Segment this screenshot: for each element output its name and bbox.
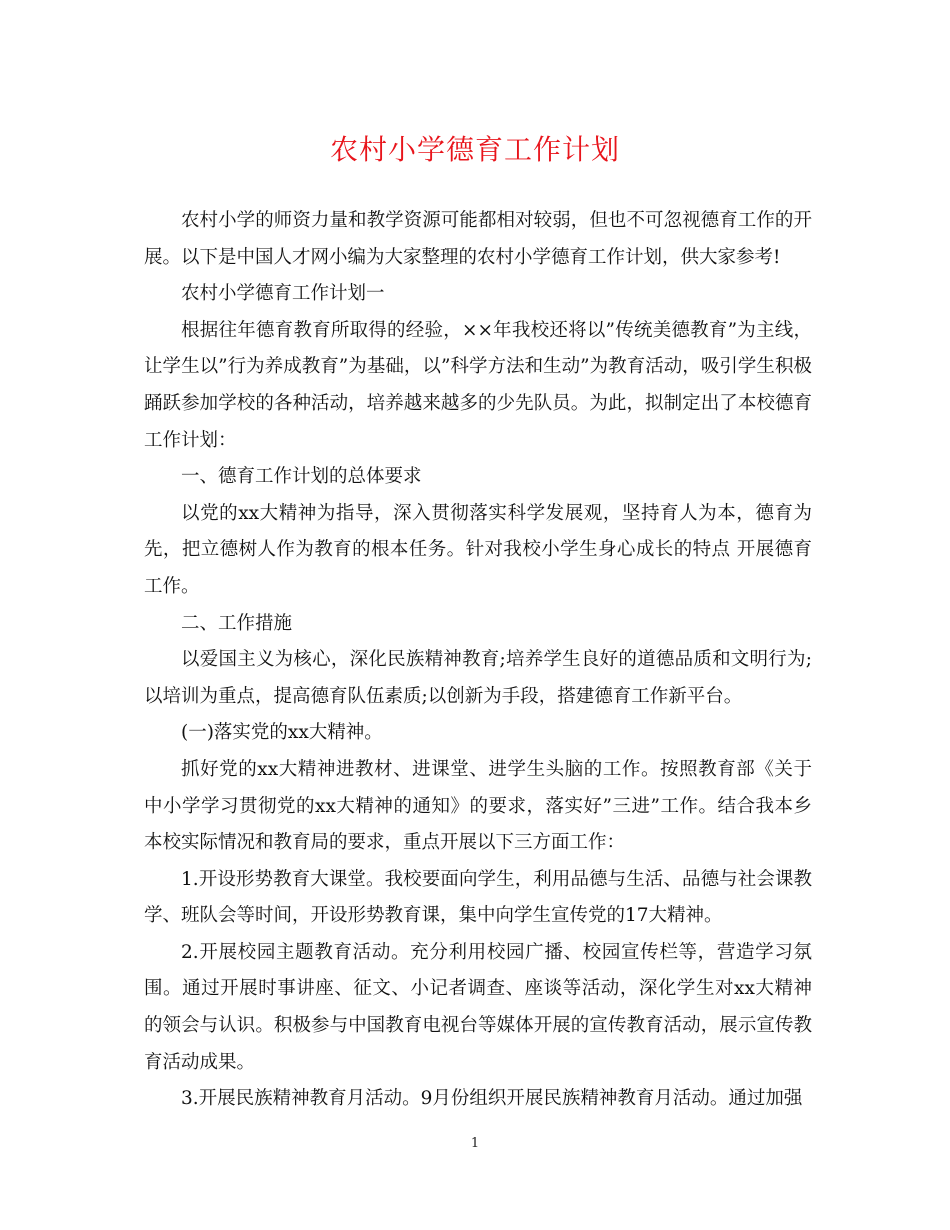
page-number: 1	[470, 1136, 480, 1151]
body-paragraph: 根据往年德育教育所取得的经验，××年我校还将以”传统美德教育”为主线，让学生以”行为养成教育”为基础，以”科学方法和生动”为教育活动，吸引学生积极踊跃参加学校的各种活动，培养越来越多的少先队员。为此，拟制定出了本校德育工作计划：	[144, 319, 812, 451]
body-paragraph: 抓好党的xx大精神进教材、进课堂、进学生头脑的工作。按照教育部《关于中小学学习贯彻党的xx大精神的通知》的要求，落实好”三进”工作。结合我本乡本校实际情况和教育局的要求，重点开展以下三方面工作：	[144, 758, 812, 854]
section-heading-1: 一、德育工作计划的总体要求	[181, 466, 422, 488]
plan-heading: 农村小学德育工作计划一	[181, 283, 385, 305]
subsection-heading: (一)落实党的xx大精神。	[181, 722, 383, 744]
body-paragraph: 以党的xx大精神为指导，深入贯彻落实科学发展观，坚持育人为本，德育为先，把立德树人作为教育的根本任务。针对我校小学生身心成长的特点 开展德育工作。	[144, 502, 812, 597]
document-title: 农村小学德育工作计划	[329, 133, 620, 166]
list-item-1: 1.开设形势教育大课堂。我校要面向学生，利用品德与生活、品德与社会课教学、班队会等时间，开设形势教育课，集中向学生宣传党的17大精神。	[144, 868, 812, 927]
document-body	[144, 203, 812, 1118]
list-item-3: 3.开展民族精神教育月活动。9月份组织开展民族精神教育月活动。通过加强	[181, 1088, 803, 1110]
intro-paragraph: 农村小学的师资力量和教学资源可能都相对较弱，但也不可忽视德育工作的开展。以下是中国人才网小编为大家整理的农村小学德育工作计划，供大家参考!	[144, 210, 812, 268]
list-item-2: 2.开展校园主题教育活动。充分利用校园广播、校园宣传栏等，营造学习氛围。通过开展时事讲座、征文、小记者调查、座谈等活动，深化学生对xx大精神的领会与认识。积极参与中国教育电视台等媒体开展的宣传教育活动，展示宣传教育活动成果。	[144, 941, 812, 1073]
section-heading-2: 二、工作措施	[181, 612, 293, 634]
body-paragraph: 以爱国主义为核心，深化民族精神教育;培养学生良好的道德品质和文明行为;以培训为重点，提高德育队伍素质;以创新为手段，搭建德育工作新平台。	[144, 649, 812, 707]
